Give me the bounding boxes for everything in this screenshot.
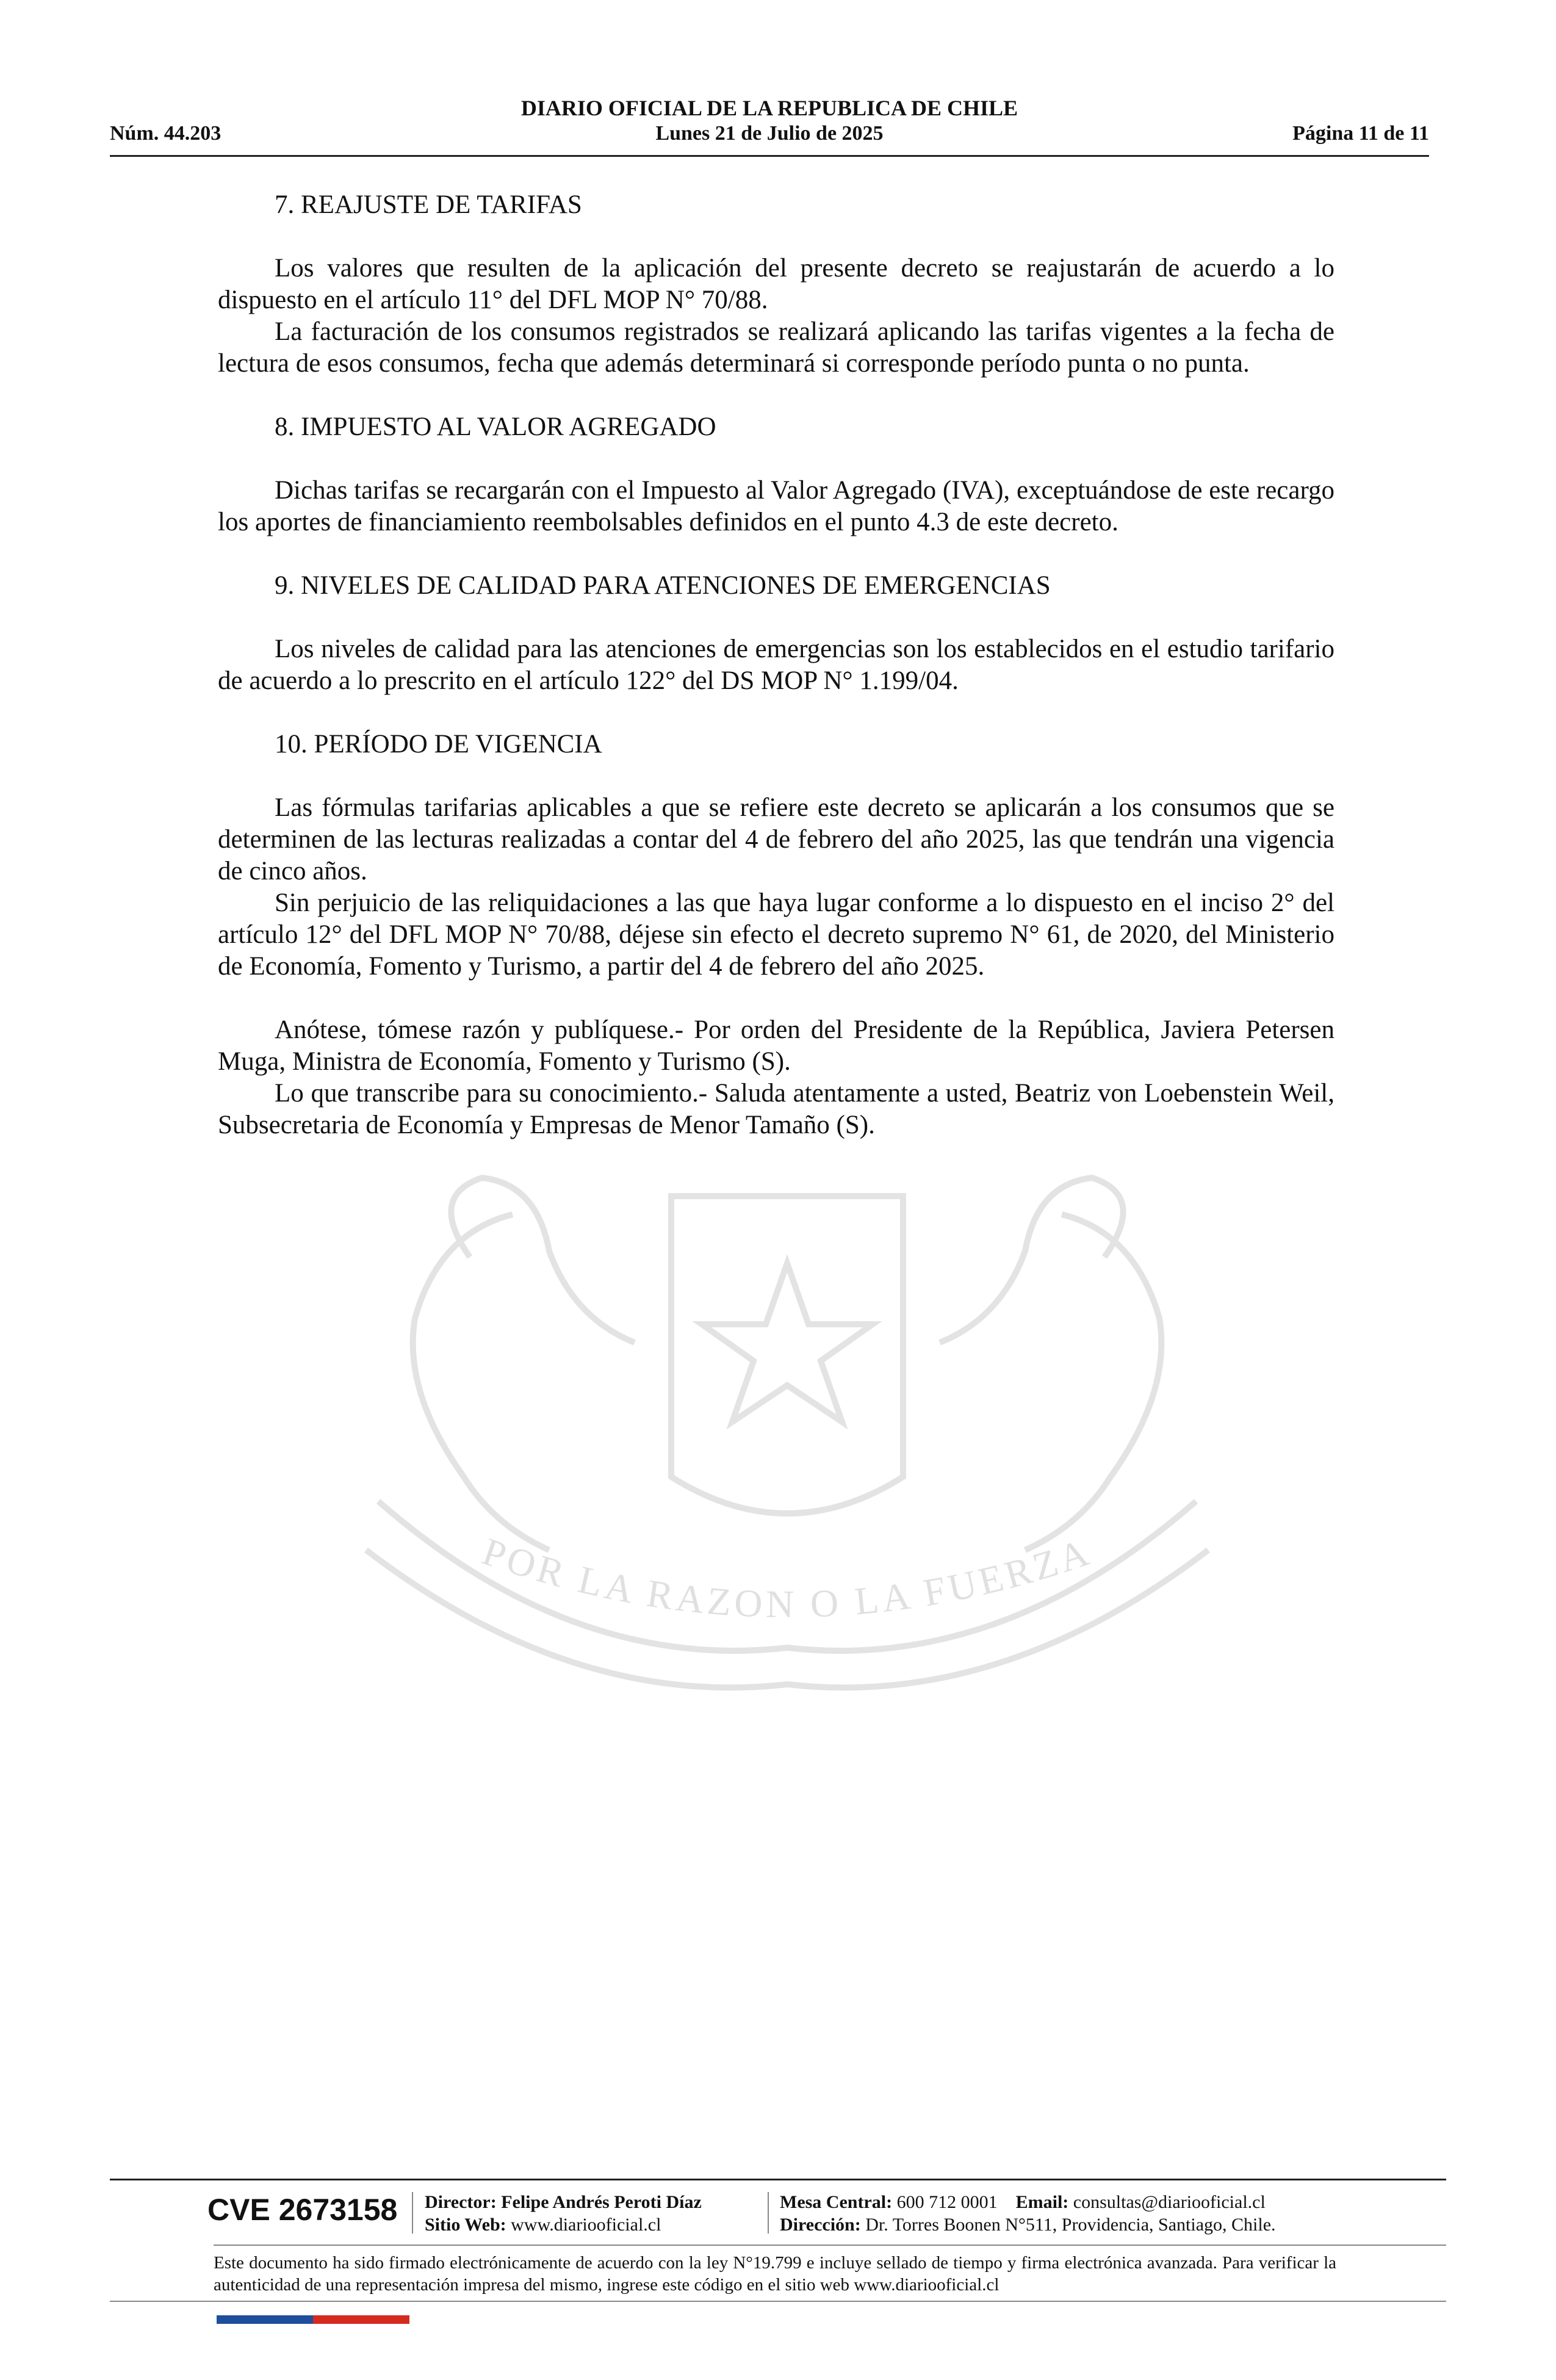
web-label: Sitio Web:: [425, 2215, 506, 2235]
director-label: Director:: [425, 2192, 497, 2212]
flag-blue-stripe: [217, 2315, 313, 2324]
address-label: Dirección:: [780, 2215, 861, 2235]
paragraph: La facturación de los consumos registrados se realizará aplicando las tarifas vigentes a la fecha de lectura de esos consumos, fecha que además determinará si corresponde período punta o no punta.: [218, 317, 1334, 378]
section-heading: 9. NIVELES DE CALIDAD PARA ATENCIONES DE EMERGENCIAS: [275, 571, 1051, 600]
footer-rule: [110, 2179, 1446, 2180]
section-heading: 10. PERÍODO DE VIGENCIA: [275, 730, 602, 759]
section-heading: 8. IMPUESTO AL VALOR AGREGADO: [275, 413, 716, 441]
web-link[interactable]: www.diariooficial.cl: [511, 2215, 661, 2235]
paragraph: Las fórmulas tarifarias aplicables a que se refiere este decreto se aplicarán a los consumos que se determinen de las lecturas realizadas a contar del 4 de febrero del año 2025, las que tendrán una vigencia de cinco años.: [218, 793, 1334, 885]
footer-rule: [110, 2301, 1446, 2302]
email-label: Email:: [1015, 2192, 1069, 2212]
signature-notice: Este documento ha sido firmado electrónicamente de acuerdo con la ley N°19.799 e incluye sellado de tiempo y firma electrónica avanzada. Para verificar la autenticidad de una representación impresa del mismo, ingrese este código en el sitio web www.diariooficial.cl: [214, 2253, 1336, 2295]
newspaper-title: DIARIO OFICIAL DE LA REPUBLICA DE CHILE: [520, 96, 1018, 120]
section-heading: 7. REAJUSTE DE TARIFAS: [275, 190, 582, 219]
closing-paragraph: Lo que transcribe para su conocimiento.- Saluda atentamente a usted, Beatriz von Loebenstein Weil, Subsecretaria de Economía y Empresas de Menor Tamaño (S).: [218, 1079, 1334, 1139]
flag-stripe: [217, 2315, 409, 2324]
cve-code: CVE 2673158: [207, 2193, 398, 2227]
paragraph: Los valores que resulten de la aplicación del presente decreto se reajustarán de acuerdo a lo dispuesto en el artículo 11° del DFL MOP N° 70/88.: [218, 254, 1334, 314]
mesa-phone: 600 712 0001: [896, 2192, 998, 2212]
footer-contact-block: [780, 2191, 1276, 2236]
page-header: [110, 93, 1429, 160]
page-number: Página 11 de 11: [1292, 122, 1429, 145]
issue-number: Núm. 44.203: [110, 122, 222, 145]
footer-rule: [214, 2245, 1446, 2246]
document-body: [218, 189, 1334, 1141]
paragraph: Sin perjuicio de las reliquidaciones a las que haya lugar conforme a lo dispuesto en el inciso 2° del artículo 12° del DFL MOP N° 70/88, déjese sin efecto el decreto supremo N° 61, de 2020, del Ministerio de Economía, Fomento y Turismo, a partir del 4 de febrero del año 2025.: [218, 889, 1334, 981]
issue-date: Lunes 21 de Julio de 2025: [655, 122, 884, 145]
flag-red-stripe: [313, 2315, 409, 2324]
address-value: Dr. Torres Boonen N°511, Providencia, Santiago, Chile.: [865, 2215, 1276, 2235]
header-rule: [110, 155, 1429, 157]
coat-of-arms-watermark-icon: [207, 1159, 1367, 1709]
paragraph: Los niveles de calidad para las atenciones de emergencias son los establecidos en el estudio tarifario de acuerdo a lo prescrito en el artículo 122° del DS MOP N° 1.199/04.: [218, 635, 1334, 695]
closing-paragraph: Anótese, tómese razón y publíquese.- Por orden del Presidente de la República, Javiera Petersen Muga, Ministra de Economía, Fomento y Turismo (S).: [218, 1015, 1334, 1076]
director-name: Felipe Andrés Peroti Díaz: [501, 2192, 702, 2212]
footer-divider: [412, 2192, 413, 2234]
mesa-label: Mesa Central:: [780, 2192, 893, 2212]
watermark-motto: POR LA RAZON O LA FUERZA: [477, 1529, 1097, 1626]
page-footer: [110, 2179, 1446, 2325]
email-link[interactable]: consultas@diariooficial.cl: [1073, 2192, 1266, 2212]
paragraph: Dichas tarifas se recargarán con el Impuesto al Valor Agregado (IVA), exceptuándose de este recargo los aportes de financiamiento reembolsables definidos en el punto 4.3 de este decreto.: [218, 476, 1334, 536]
footer-director-block: [425, 2191, 702, 2236]
footer-divider: [768, 2192, 769, 2234]
